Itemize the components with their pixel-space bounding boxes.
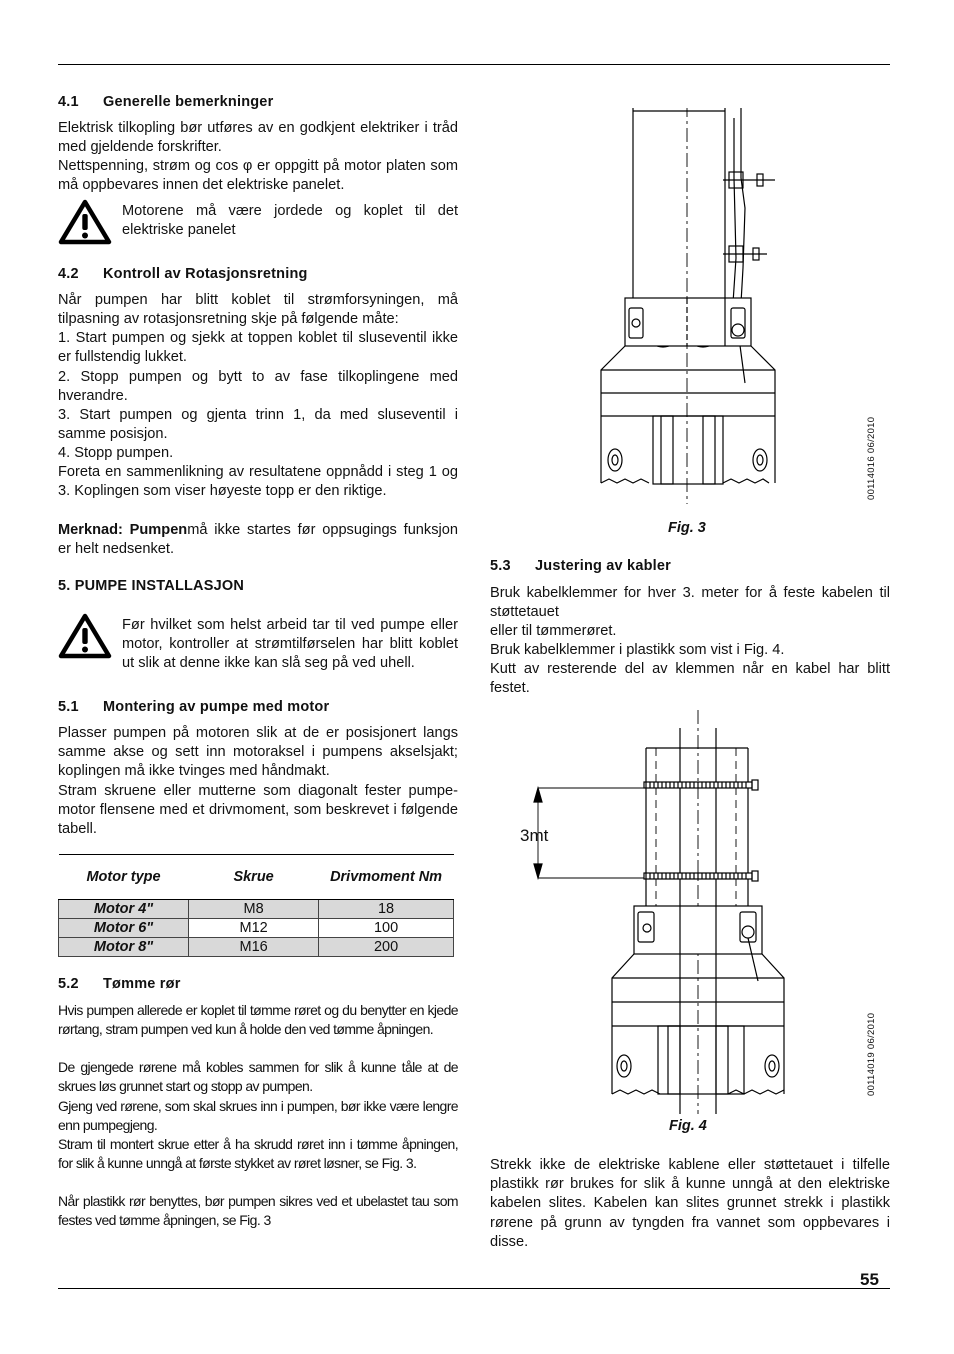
section-number: 5.2 [58,976,79,992]
figure-caption: Fig. 4 [669,1118,707,1134]
paragraph: Bruk kabelklemmer for hver 3. meter for å feste kabelen til støttetauet [490,585,890,621]
paragraph: Stram skruene eller mutterne som diagonalt fester pumpe-motor flensene med et drivmoment, som beskrevet i følgende tabell. [58,783,458,838]
paragraph: Hvis pumpen allerede er koplet til tømme røret og du benytter en kjede rørtang, stram pumpen ved kun å holde den ved tømme åpningen. [58,1002,458,1038]
table-row [59,938,454,957]
note-label: Merknad: Pumpen [58,522,188,538]
list-item: 3. Start pumpen og gjenta trinn 1, da med sluseventil i samme posisjon. [58,407,458,443]
paragraph: eller til tømmerøret. [490,623,617,639]
fig3-drawing [595,108,785,504]
section-number: 5.1 [58,699,79,715]
table-cell: Motor 8" [59,938,189,957]
fig4-drawing [508,706,798,1114]
table-cell: M8 [189,900,319,919]
table-cell: 200 [319,938,454,957]
paragraph: Bruk kabelklemmer i plastikk som vist i Fig. 4. [490,642,785,658]
section-number: 5.3 [490,558,511,574]
paragraph: Foreta en sammenlikning av resultatene oppnådd i steg 1 og 3. Koplingen som viser høyeste topp er den riktige. [58,464,458,500]
paragraph: Nettspenning, strøm og cos φ er oppgitt på motor platen som må oppbevares innen det elektriske panelet. [58,158,458,194]
table-cell: 18 [319,900,454,919]
paragraph: Gjeng ved rørene, som skal skrues inn i pumpen, bør ikke være lengre enn pumpegjeng. [58,1098,458,1134]
paragraph: Plasser pumpen på motoren slik at de er posisjonert langs samme akse og sett inn motoraksel i pumpens akselsjakt; koplingen må ikke tvinges med håndmakt. [58,725,458,780]
warning-icon [58,613,112,659]
heading-5-2 [58,976,181,992]
paragraph: Strekk ikke de elektriske kablene eller støttetauet i tilfelle plastikk rør brukes for slik å kunne unngå at den elektriske kabelen slites. Kabelen kan slites grunnet strekk i plastikk rørene på grunn av tyngden fra vannet som oppbevares i disse. [490,1157,890,1250]
paragraph: Når plastikk rør benyttes, bør pumpen sikres ved et ubelastet tau som festes ved tømme åpningen, se Fig. 3 [58,1193,458,1229]
paragraph: De gjengede rørene må kobles sammen for slik å kunne tåle at de skrues løs grunnet start og stopp av pumpen. [58,1059,458,1095]
section-title: Justering av kabler [535,558,671,574]
heading-5-1 [58,699,329,715]
section-title: Kontroll av Rotasjonsretning [103,266,308,282]
column-header: Skrue [189,855,319,900]
page-number: 55 [860,1270,879,1289]
bottom-rule [58,1288,890,1289]
warning-icon [58,199,112,245]
section-title: Generelle bemerkninger [103,94,274,110]
note-text: må ikke startes før oppsugings funksjon er helt nedsenket. [58,522,458,558]
table-cell: Motor 6" [59,919,189,938]
list-item: 1. Start pumpen og sjekk at toppen koblet til sluseventil ikke er fullstendig lukket. [58,330,458,366]
paragraph: Stram til montert skrue etter å ha skrudd røret inn i tømme åpningen, for slik å kunne unngå at første stykket av røret løsner, se Fig. 3. [58,1136,458,1172]
top-rule [58,64,890,65]
figure-caption: Fig. 3 [668,520,706,536]
table-cell: M12 [189,919,319,938]
heading-4-1 [58,94,273,110]
table-cell: 100 [319,919,454,938]
paragraph: Kutt av resterende del av klemmen når en kabel har blitt festet. [490,661,890,697]
figure-code: 00114019 06/2010 [866,1012,877,1096]
table-cell: M16 [189,938,319,957]
list-item: 2. Stopp pumpen og bytt to av fase tilkoplingene med hverandre. [58,369,458,405]
section-title: Tømme rør [103,976,181,992]
heading-5-3 [490,558,671,574]
warning-text: Motorene må være jordede og koplet til det elektriske panelet [122,203,458,239]
heading-5: 5. PUMPE INSTALLASJON [58,578,245,594]
dimension-label: 3mt [520,826,549,845]
table-row [59,900,454,919]
table-header-row [59,855,454,900]
heading-4-2 [58,266,308,282]
column-header: Motor type [59,855,189,900]
table-row [59,919,454,938]
paragraph: Når pumpen har blitt koblet til strømforsyningen, må tilpasning av rotasjonsretning skje på følgende måte: [58,292,458,328]
column-header: Drivmoment Nm [319,855,454,900]
figure-code: 00114016 06/2010 [866,416,877,500]
note [58,521,458,559]
list-item: 4. Stopp pumpen. [58,445,174,461]
table-cell: Motor 4" [59,900,189,919]
section-number: 4.2 [58,266,79,282]
warning-text: Før hvilket som helst arbeid tar til ved pumpe eller motor, kontroller at strømtilførselen har blitt koblet ut slik at denne ikke kan slå seg på ved uhell. [122,617,458,672]
section-title: Montering av pumpe med motor [103,699,330,715]
section-number: 4.1 [58,94,79,110]
paragraph: Elektrisk tilkopling bør utføres av en godkjent elektriker i tråd med gjeldende forskrifter. [58,120,458,156]
torque-table [58,854,454,957]
